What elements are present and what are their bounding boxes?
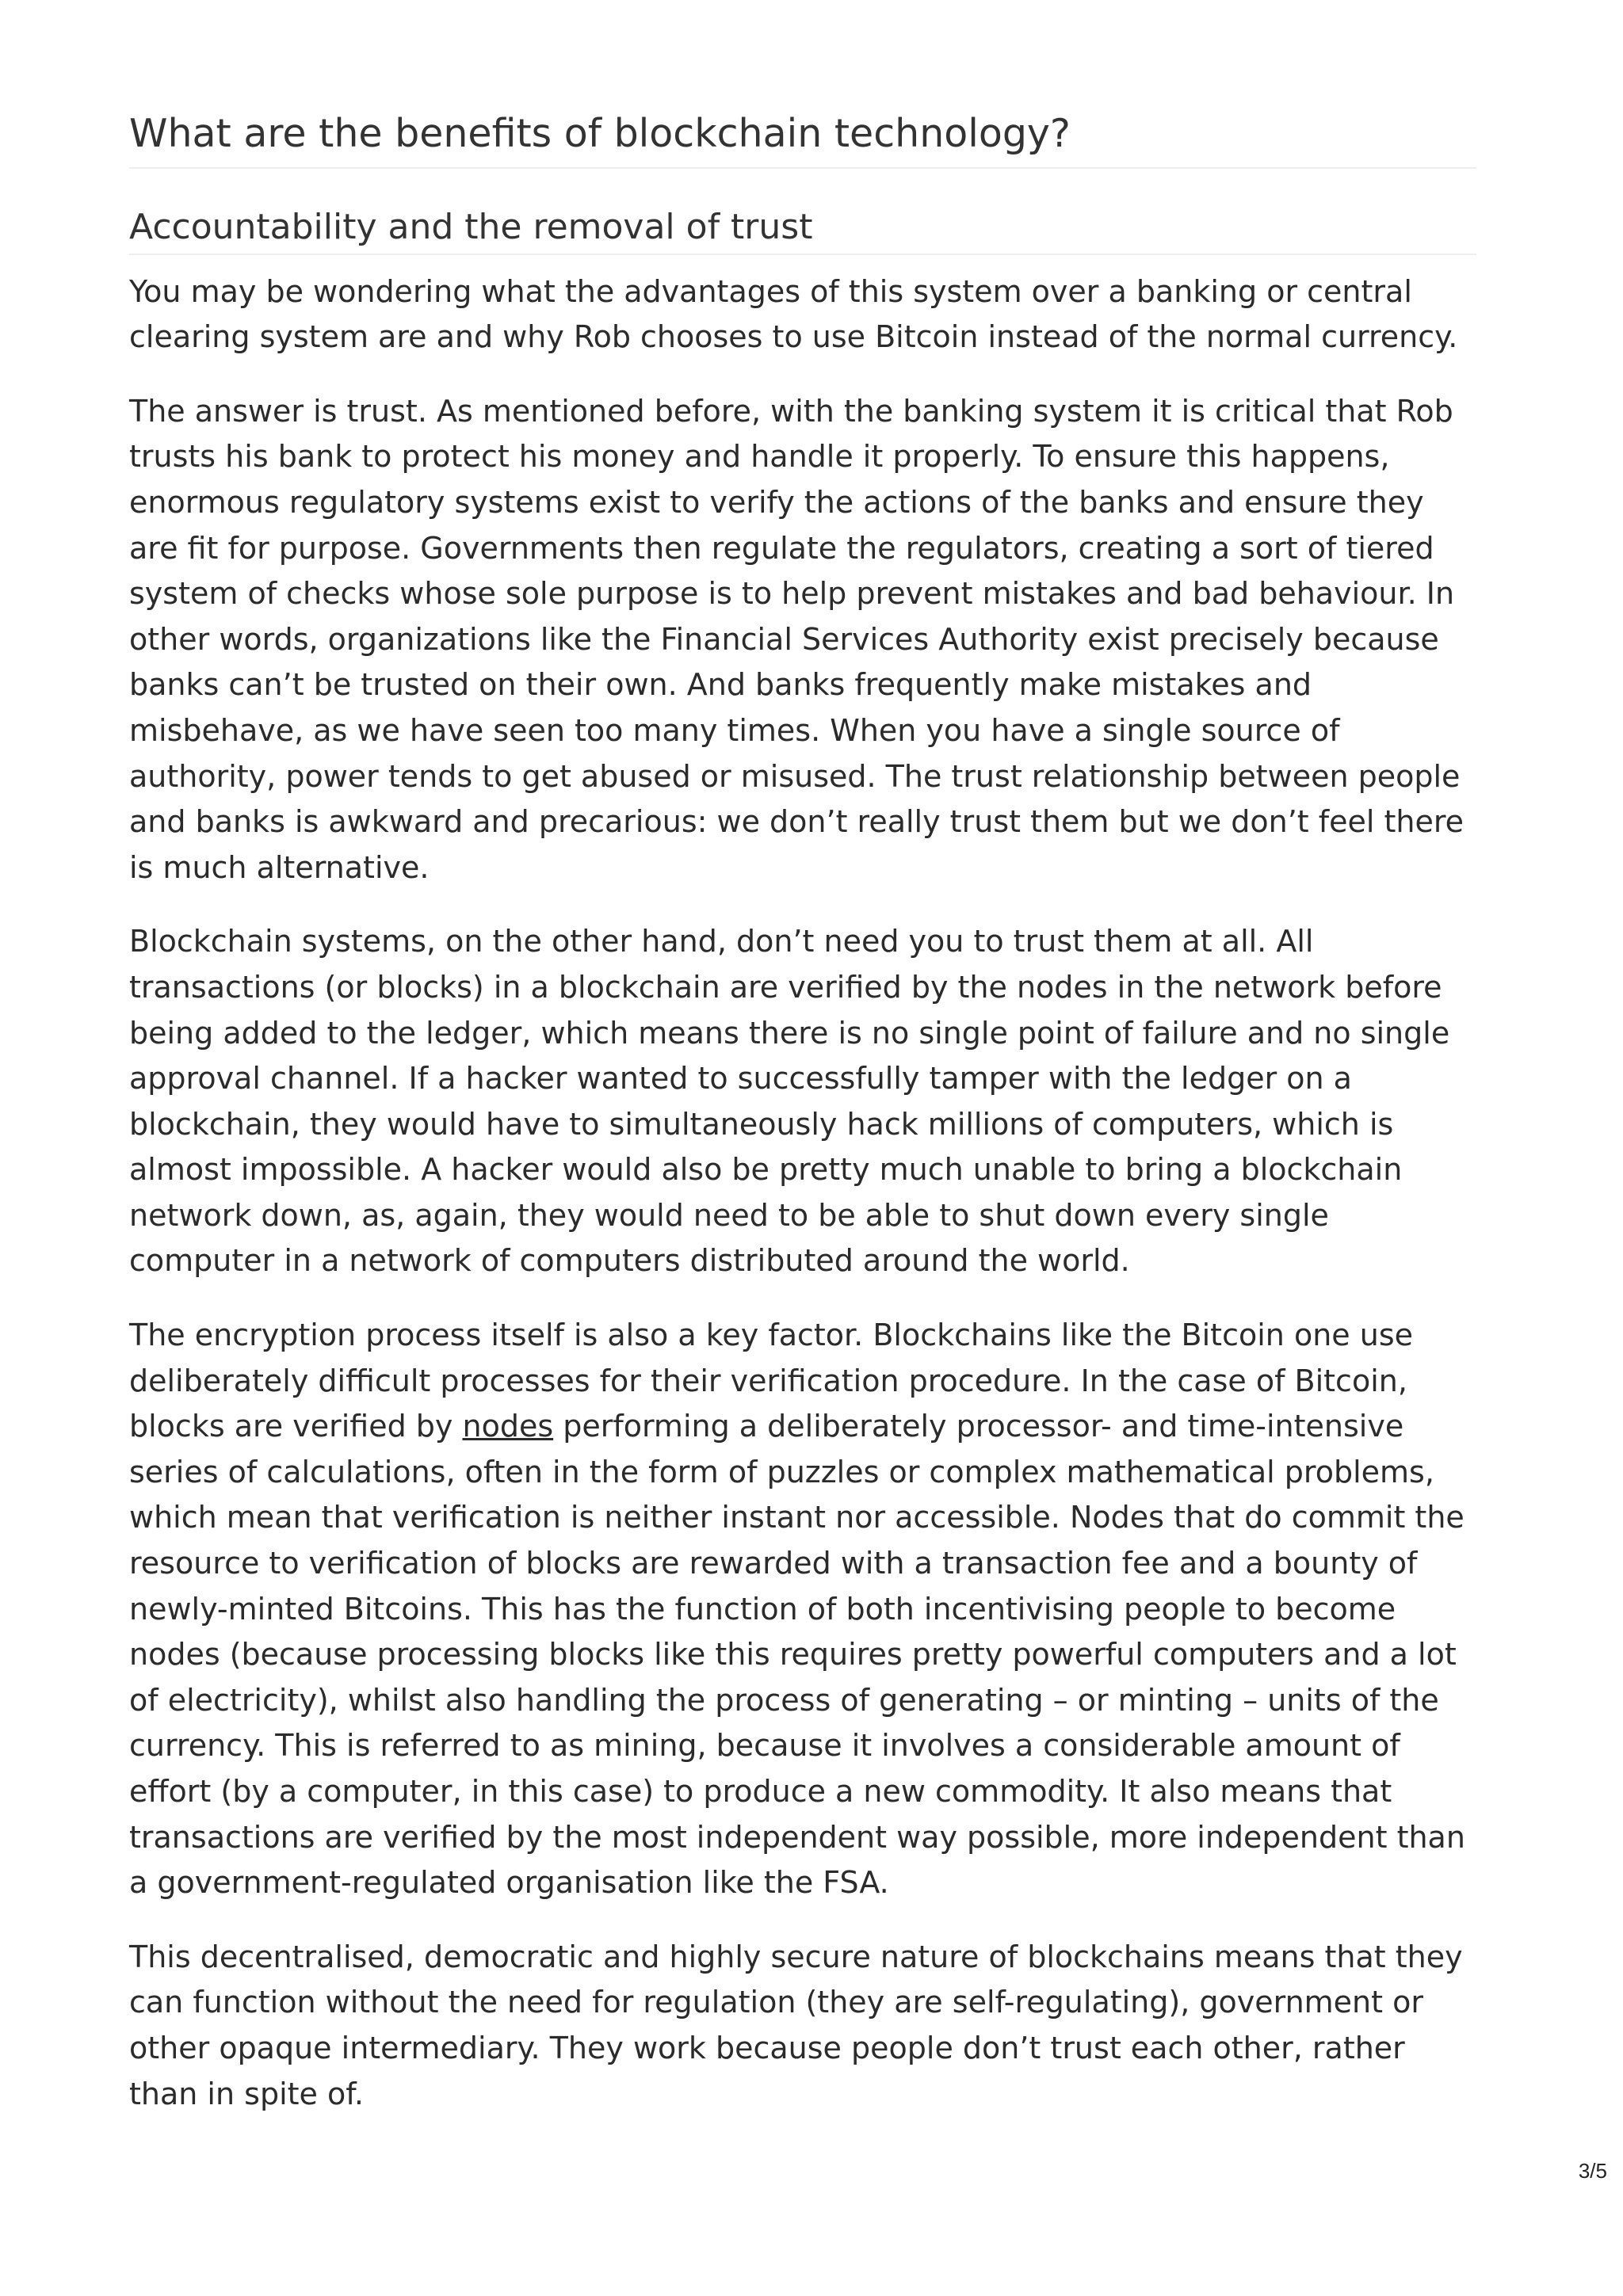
paragraph-decentralised: This decentralised, democratic and highly secure nature of blockchains means that they can function without the need for regulation (they are self-regulating), government or other opaque intermediary. They work because people don’t trust each other, rather than in spite of. xyxy=(129,1939,1463,2111)
nodes-link[interactable]: nodes xyxy=(462,1409,554,1444)
encryption-text-start: The encryption process itself is also a key factor. Blockchains like the Bitcoin one use deliberately difficult processes for their verification procedure. In the case of Bitcoin, blocks are verified by xyxy=(129,1318,1413,1444)
section-heading: Accountability and the removal of trust xyxy=(129,207,1476,255)
paragraph-blockchain-systems: Blockchain systems, on the other hand, don’t need you to trust them at all. All transactions (or blocks) in a blockchain are verified by the nodes in the network before being added to the ledger, which means there is no single point of failure and no single approval channel. If a hacker wanted to successfully tamper with the ledger on a blockchain, they would have to simultaneously hack millions of computers, which is almost impossible. A hacker would also be pretty much unable to bring a blockchain network down, as, again, they would need to be able to shut down every single computer in a network of computers distributed around the world. xyxy=(129,924,1450,1279)
article xyxy=(129,111,1476,2117)
paragraph-encryption xyxy=(129,1313,1476,1906)
paragraph-trust: The answer is trust. As mentioned before, with the banking system it is critical that Rob trusts his bank to protect his money and handle it properly. To ensure this happens, enormous regulatory systems exist to verify the actions of the banks and ensure they are fit for purpose. Governments then regulate the regulators, creating a sort of tiered system of checks whose sole purpose is to help prevent mistakes and bad behaviour. In other words, organizations like the Financial Services Authority exist precisely because banks can’t be trusted on their own. And banks frequently make mistakes and misbehave, as we have seen too many times. When you have a single source of authority, power tends to get abused or misused. The trust relationship between people and banks is awkward and precarious: we don’t really trust them but we don’t feel there is much alternative. xyxy=(129,393,1465,885)
encryption-text-end: performing a deliberately processor- and time-intensive series of calculations, often in the form of puzzles or complex mathematical problems, which mean that verification is neither instant nor accessible. Nodes that do commit the resource to verification of blocks are rewarded with a transaction fee and a bounty of newly-minted Bitcoins. This has the function of both incentivising people to become nodes (because processing blocks like this requires pretty powerful computers and a lot of electricity), whilst also handling the process of generating – or minting – units of the currency. This is referred to as mining, because it involves a considerable amount of effort (by a computer, in this case) to produce a new commodity. It also means that transactions are verified by the most independent way possible, more independent than a government-regulated organisation like the FSA. xyxy=(129,1409,1465,1901)
paragraph-intro: You may be wondering what the advantages of this system over a banking or central clearing system are and why Rob chooses to use Bitcoin instead of the normal currency. xyxy=(129,273,1458,355)
page-title: What are the benefits of blockchain technology? xyxy=(129,111,1476,169)
page-number: 3/5 xyxy=(1578,2159,1607,2183)
